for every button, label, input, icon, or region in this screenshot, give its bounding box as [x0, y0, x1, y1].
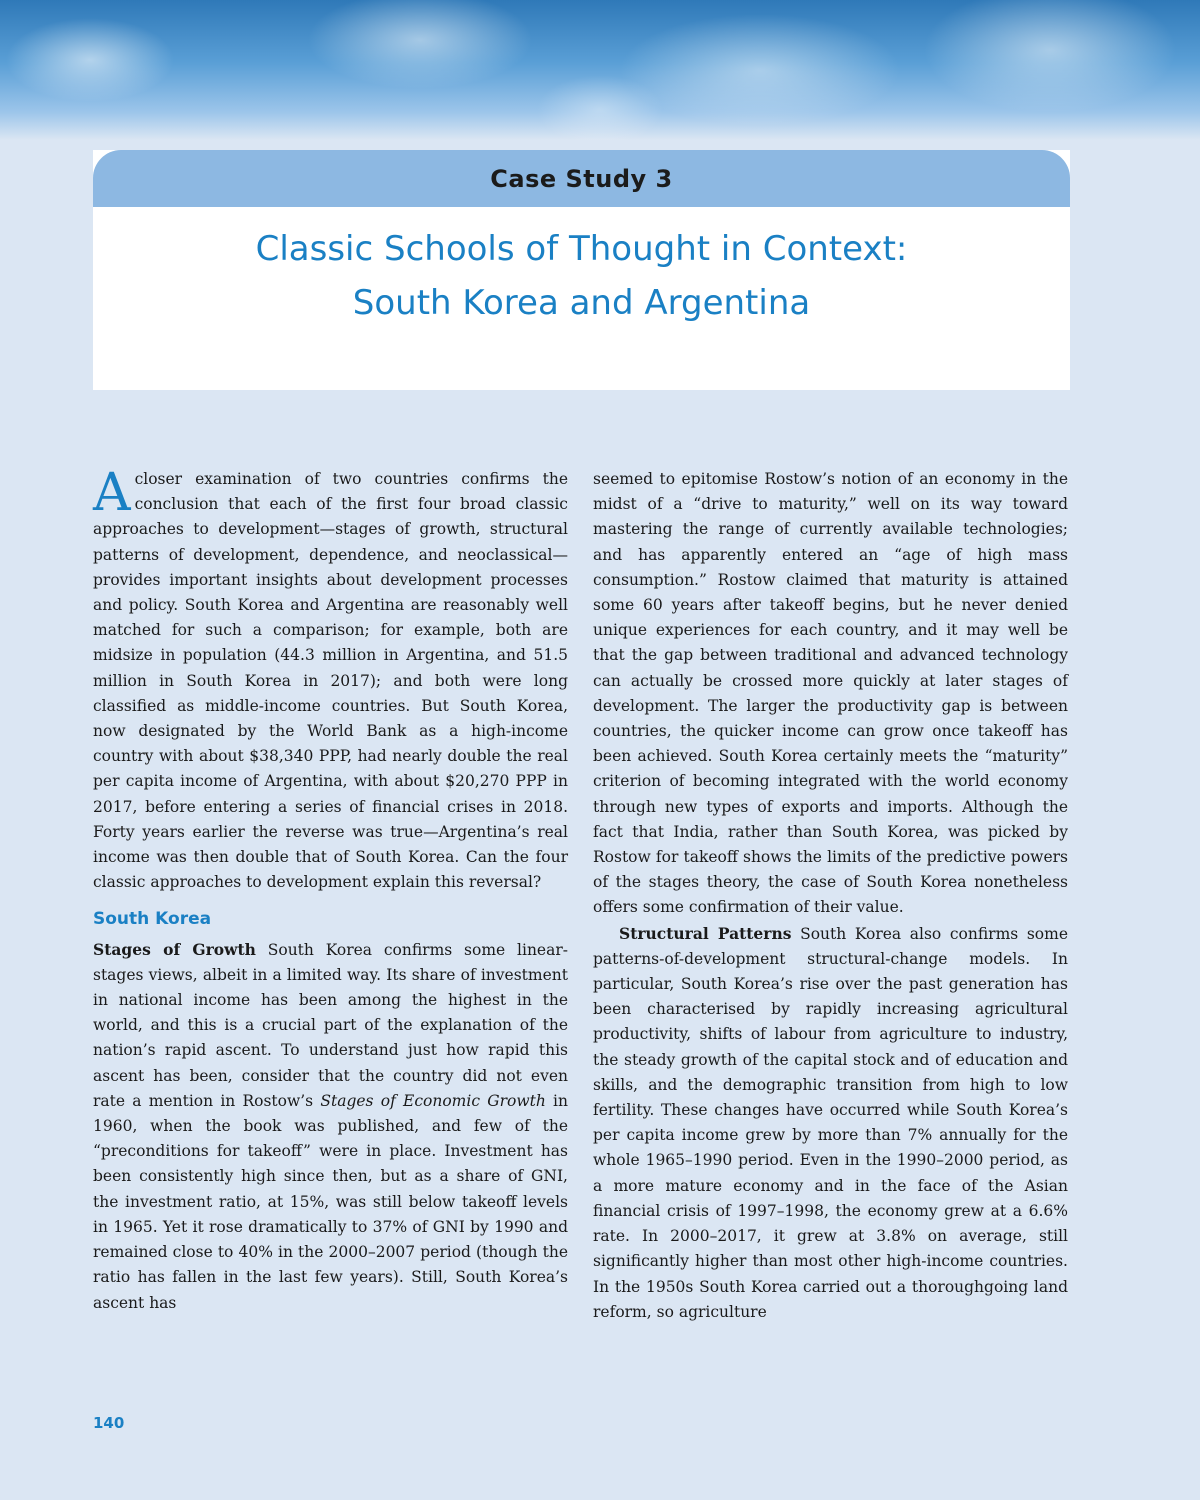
- drop-cap: A: [93, 463, 131, 523]
- structural-text: South Korea also confirms some patterns-of-development structural-change models. In particular, South Korea’s rise over the past generation has been characterised by rapidly increasing agricultural productivity, shifts of labour from agriculture to industry, the steady growth of the capital stock and of education and skills, and the demographic transition from high to low fertility. These changes have occurred while South Korea’s per capita income grew by more than 7% annually for the whole 1965–1990 period. Even in the 1990–2000 period, as a more mature economy and in the face of the Asian financial crisis of 1997–1998, the economy grew at a 6.6% rate. In 2000–2017, it grew at 3.8% on average, still significantly higher than most other high-income countries. In the 1950s South Korea carried out a thoroughgoing land reform, so agriculture: [593, 924, 1069, 1321]
- case-study-label: Case Study 3: [490, 164, 673, 193]
- subhead-south-korea: South Korea: [93, 909, 212, 930]
- structural-runin-head: Structural Patterns: [619, 923, 792, 943]
- intro-text: closer examination of two countries confirms the conclusion that each of the first four broad classic approaches to development—stages of growth, structural patterns of development, dependence, and neoclassical—provides important insights about development processes and policy. South Korea and Argentina are reasonably well matched for such a comparison; for example, both are midsize in population (44.3 million in Argentina, and 51.5 million in South Korea in 2017); and both were long classified as middle-income countries. But South Korea, now designated by the World Bank as a high-income country with about $38,340 PPP, had nearly double the real per capita income of Argentina, with about $20,270 PPP in 2017, before entering a series of financial crises in 2018. Forty years earlier the reverse was true—Argentina’s real income was then double that of South Korea. Can the four classic approaches to development explain this reversal?: [93, 470, 568, 892]
- page-number: 140: [93, 1414, 125, 1432]
- title-line-1: Classic Schools of Thought in Context:: [255, 229, 908, 269]
- case-study-tab: [93, 150, 1070, 207]
- stages-text-b: in 1960, when the book was published, and few of the “preconditions for takeoff” were in place. Investment has been consistently high since then, but as a share of GNI, the investment ratio, at 15%, was still below takeoff levels in 1965. Yet it rose dramatically to 37% of GNI by 1990 and remained close to 40% in the 2000–2007 period (though the ratio has fallen in the last few years). Still, South Korea’s ascent has: [93, 1091, 568, 1312]
- stages-runin-head: Stages of Growth: [93, 939, 256, 959]
- rostow-paragraph: seemed to epitomise Rostow’s notion of an economy in the midst of a “drive to maturity,” well on its way toward mastering the range of currently available technologies; and has apparently entered an “age of high mass consumption.” Rostow claimed that maturity is attained some 60 years after takeoff begins, but he never denied unique experiences for each country, and it may well be that the gap between traditional and advanced technology can actually be crossed more quickly at later stages of development. The larger the productivity gap is between countries, the quicker income can grow once takeoff has been achieved. South Korea certainly meets the “maturity” criterion of becoming integrated with the world economy through new types of exports and imports. Although the fact that India, rather than South Korea, was picked by Rostow for takeoff shows the limits of the predictive powers of the stages theory, the case of South Korea nonetheless offers some confirmation of their value.: [593, 470, 1068, 917]
- stages-paragraph: [93, 937, 568, 1316]
- left-column: [93, 463, 568, 1316]
- header-banner-image: [0, 0, 1200, 140]
- case-study-title: [93, 222, 1070, 330]
- title-line-2: South Korea and Argentina: [352, 283, 811, 323]
- right-column: [593, 467, 1068, 1325]
- stages-text-a: South Korea confirms some linear-stages views, albeit in a limited way. Its share of investment in national income has been among the highest in the world, and this is a crucial part of the explanation of the nation’s rapid ascent. To understand just how rapid this ascent has been, consider that the country did not even rate a mention in Rostow’s: [93, 940, 568, 1110]
- intro-paragraph: [93, 463, 568, 895]
- structural-paragraph: [593, 921, 1068, 1325]
- stages-book-title: Stages of Economic Growth: [320, 1091, 546, 1110]
